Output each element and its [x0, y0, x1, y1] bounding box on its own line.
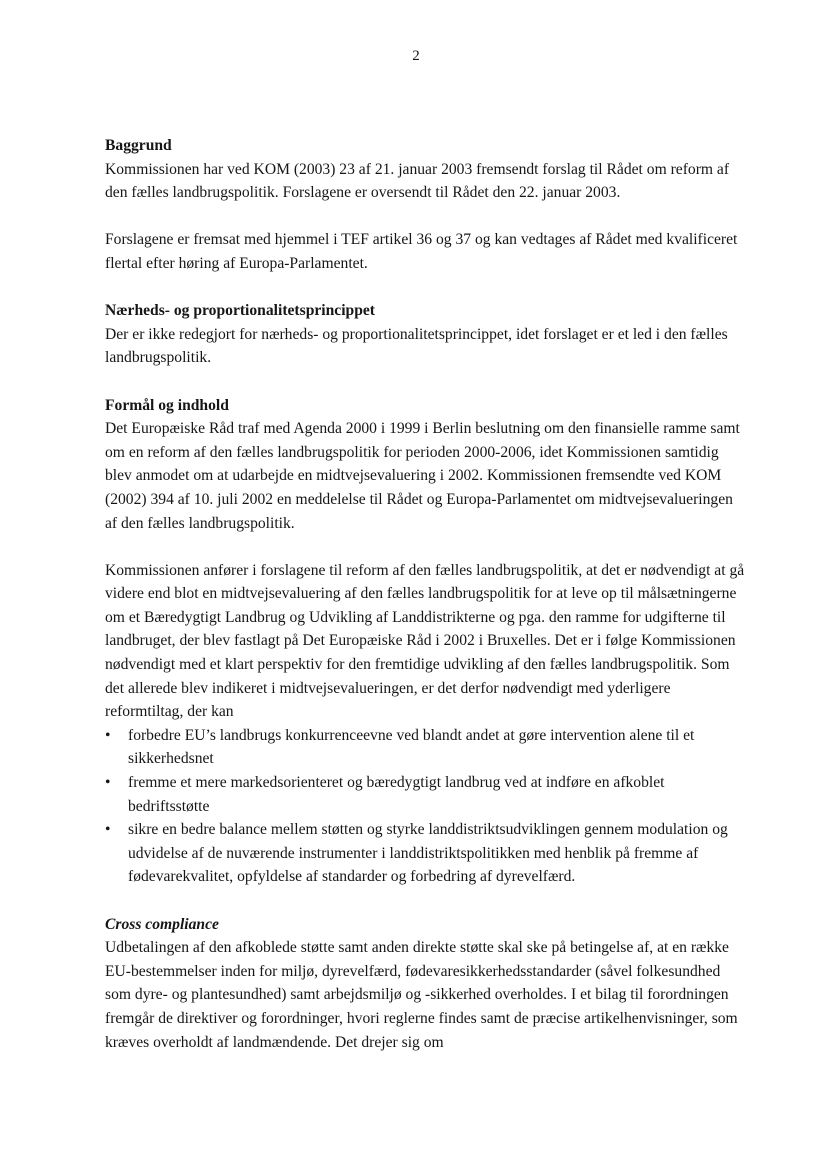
document-body — [105, 134, 745, 1078]
paragraph: Kommissionen anfører i forslagene til reform af den fælles landbrugspolitik, at det er nødvendigt at gå videre end blot en midtvejsevaluering af den fælles landbrugspolitik for at leve op til målsætningerne om et Bæredygtigt Landbrug og Udvikling af Landdistrikterne og pga. den ramme for udgifterne til landbruget, der blev fastlagt på Det Europæiske Råd i 2002 i Bruxelles. Det er i følge Kommissionen nødvendigt med et klart perspektiv for den fremtidige udvikling af den fælles landbrugspolitik. Som det allerede blev indikeret i midtvejsevalueringen, er det derfor nødvendigt med yderligere reformtiltag, der kan — [105, 561, 745, 721]
list-item: • forbedre EU’s landbrugs konkurrenceevne ved blandt andet at gøre intervention alene til et sikkerhedsnet — [105, 724, 745, 771]
paragraph: Udbetalingen af den afkoblede støtte samt anden direkte støtte skal ske på betingelse af, at en række EU-bestemmelser inden for miljø, dyrevelfærd, fødevaresikkerhedsstandarder (såvel folkesundhed som dyre- og plantesundhed) samt arbejdsmiljø og -sikkerhed overholdes. I et bilag til forordningen fremgår de direktiver og forordninger, hvori reglerne findes samt de præcise artikelhenvisninger, som kræves overholdt af landmændende. Det drejer sig om — [105, 939, 738, 1051]
bullet-list — [105, 724, 745, 889]
section-heading: Cross compliance — [105, 915, 219, 933]
paragraph: Der er ikke redegjort for nærheds- og proportionalitetsprincippet, idet forslaget er et led i den fælles landbrugspolitik. — [105, 325, 728, 367]
section-baggrund — [105, 134, 745, 276]
section-heading: Nærheds- og proportionalitetsprincippet — [105, 302, 376, 320]
list-item: • fremme et mere markedsorienteret og bæredygtigt landbrug ved at indføre en afkoblet bedriftsstøtte — [105, 771, 745, 818]
section-formaal — [105, 394, 745, 889]
section-heading: Baggrund — [105, 137, 172, 154]
section-cross-compliance — [105, 913, 745, 1055]
page-number: 2 — [412, 48, 420, 64]
paragraph: Forslagene er fremsat med hjemmel i TEF artikel 36 og 37 og kan vedtages af Rådet med kvalificeret flertal efter høring af Europa-Parlamentet. — [105, 231, 738, 272]
section-naerheds — [105, 299, 745, 370]
section-heading: Formål og indhold — [105, 396, 229, 414]
paragraph: Kommissionen har ved KOM (2003) 23 af 21. januar 2003 fremsendt forslag til Rådet om reform af den fælles landbrugspolitik. Forslagene er oversendt til Rådet den 22. januar 2003. — [105, 160, 730, 202]
paragraph: Det Europæiske Råd traf med Agenda 2000 i 1999 i Berlin beslutning om den finansielle ramme samt om en reform af den fælles landbrugspolitik for perioden 2000-2006, idet Kommissionen samtidig blev anmodet om at udarbejde en midtvejsevaluering i 2002. Kommissionen fremsendte ved KOM (2002) 394 af 10. juli 2002 en meddelelse til Rådet og Europa-Parlamentet om midtvejsevalueringen af den fælles landbrugspolitik. — [105, 420, 740, 532]
list-item: • sikre en bedre balance mellem støtten og styrke landdistriktsudviklingen gennem modulation og udvidelse af de nuværende instrumenter i landdistriktspolitikken med henblik på fremme af fødevarekvalitet, opfyldelse af standarder og forbedring af dyrevelfærd. — [105, 818, 745, 889]
